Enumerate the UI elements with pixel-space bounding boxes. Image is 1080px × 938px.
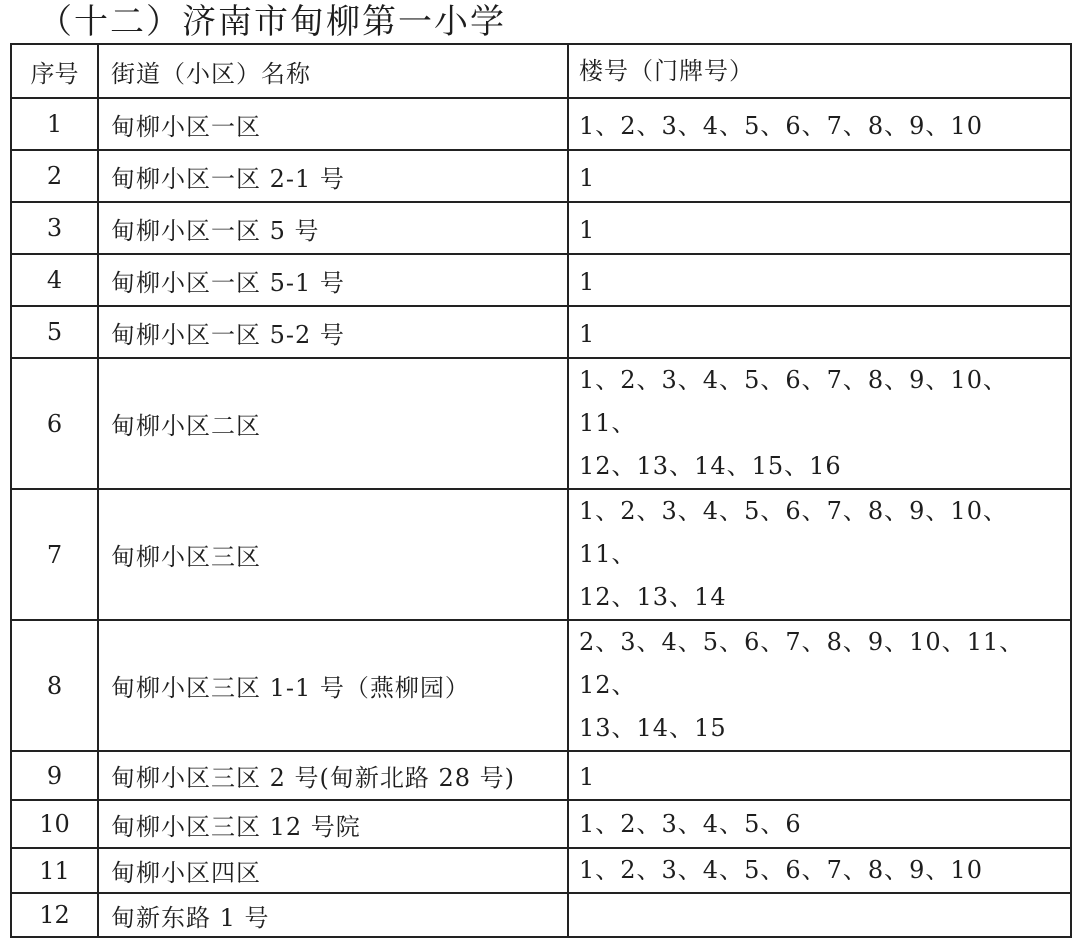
row-name: 甸柳小区四区 [98, 848, 568, 893]
row-buildings: 1、2、3、4、5、6 [568, 800, 1071, 848]
row-buildings: 1、2、3、4、5、6、7、8、9、10 [568, 848, 1071, 893]
row-buildings: 1 [568, 254, 1071, 306]
table-row [11, 620, 1071, 751]
row-index: 5 [11, 306, 98, 358]
table-row [11, 751, 1071, 800]
row-index: 11 [11, 848, 98, 893]
row-buildings [568, 893, 1071, 937]
row-buildings [568, 489, 1071, 620]
table-row [11, 848, 1071, 893]
row-index: 6 [11, 358, 98, 489]
row-index: 9 [11, 751, 98, 800]
row-buildings: 1 [568, 751, 1071, 800]
page-title: （十二）济南市甸柳第一小学 [38, 2, 506, 42]
table-row [11, 306, 1071, 358]
row-buildings: 1 [568, 306, 1071, 358]
row-name: 甸柳小区三区 2 号(甸新北路 28 号) [98, 751, 568, 800]
row-buildings-line: 12、13、14 [579, 583, 727, 611]
header-index: 序号 [11, 44, 98, 98]
header-name: 街道（小区）名称 [98, 44, 568, 98]
row-name: 甸新东路 1 号 [98, 893, 568, 937]
row-buildings: 1、2、3、4、5、6、7、8、9、10 [568, 98, 1071, 150]
row-buildings-line: 2、3、4、5、6、7、8、9、10、11、12、 [579, 628, 1025, 699]
table-header-row [11, 44, 1071, 98]
row-index: 4 [11, 254, 98, 306]
table-row [11, 893, 1071, 937]
table-row [11, 358, 1071, 489]
row-buildings-line: 13、14、15 [579, 714, 727, 742]
row-buildings [568, 358, 1071, 489]
row-index: 10 [11, 800, 98, 848]
row-name: 甸柳小区一区 5-1 号 [98, 254, 568, 306]
row-name: 甸柳小区二区 [98, 358, 568, 489]
header-buildings: 楼号（门牌号） [568, 44, 1071, 98]
table-row [11, 98, 1071, 150]
row-buildings: 1 [568, 202, 1071, 254]
table-row [11, 254, 1071, 306]
row-index: 3 [11, 202, 98, 254]
row-buildings-line: 12、13、14、15、16 [579, 452, 842, 480]
table-row [11, 489, 1071, 620]
row-name: 甸柳小区一区 2-1 号 [98, 150, 568, 202]
row-index: 8 [11, 620, 98, 751]
row-name: 甸柳小区三区 1-1 号（燕柳园） [98, 620, 568, 751]
table-row [11, 800, 1071, 848]
row-index: 12 [11, 893, 98, 937]
address-table [10, 43, 1072, 938]
row-name: 甸柳小区一区 [98, 98, 568, 150]
table-row [11, 202, 1071, 254]
row-buildings-line: 1、2、3、4、5、6、7、8、9、10、11、 [579, 366, 1008, 437]
row-buildings: 1 [568, 150, 1071, 202]
row-name: 甸柳小区一区 5-2 号 [98, 306, 568, 358]
row-name: 甸柳小区一区 5 号 [98, 202, 568, 254]
table-row [11, 150, 1071, 202]
row-name: 甸柳小区三区 [98, 489, 568, 620]
row-index: 2 [11, 150, 98, 202]
row-buildings-line: 1、2、3、4、5、6、7、8、9、10、11、 [579, 497, 1008, 568]
row-name: 甸柳小区三区 12 号院 [98, 800, 568, 848]
row-index: 7 [11, 489, 98, 620]
row-index: 1 [11, 98, 98, 150]
row-buildings [568, 620, 1071, 751]
